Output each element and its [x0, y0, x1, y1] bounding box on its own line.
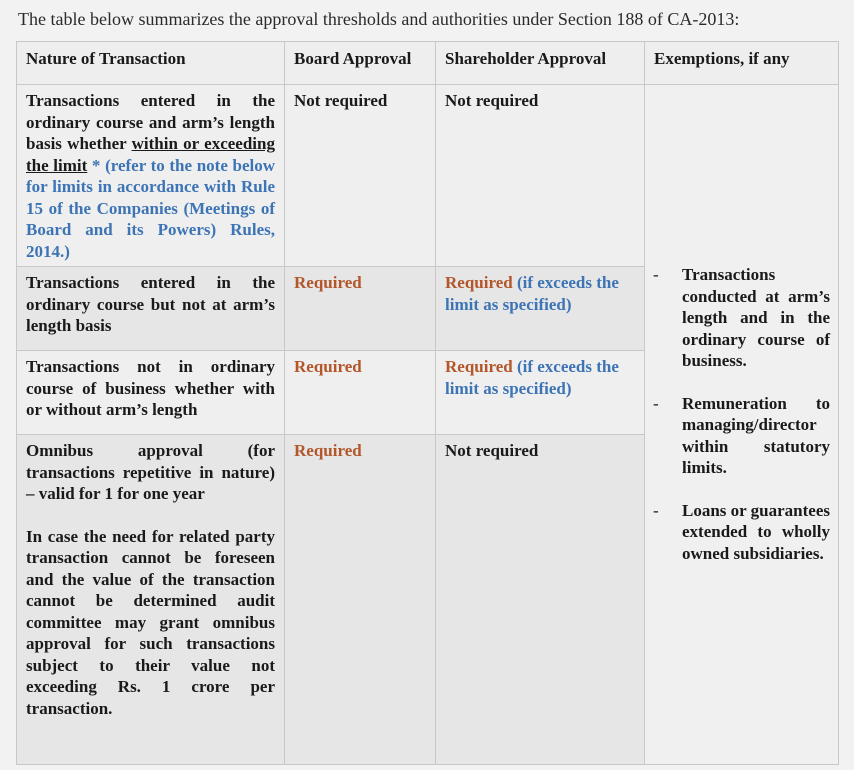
approval-table: [16, 41, 839, 765]
shareholder-value: Required: [445, 357, 513, 376]
intro-text: The table below summarizes the approval thresholds and authorities under Section 188 of CA-2013:: [18, 9, 740, 29]
shareholder-note: (if exceeds the limit as specified): [445, 357, 619, 398]
shareholder-value: Not required: [445, 91, 539, 110]
shareholder-cell: [436, 85, 645, 267]
board-cell: [285, 351, 436, 435]
nature-text: Transactions entered in the ordinary course but not at arm’s length basis: [26, 273, 275, 335]
shareholder-note: (if exceeds the limit as specified): [445, 273, 619, 314]
nature-cell: [17, 351, 285, 435]
exemption-text: Loans or guarantees extended to wholly owned subsidiaries.: [682, 500, 830, 563]
nature-cell: [17, 85, 285, 267]
exemption-text: Remuneration to managing/director within statutory limits.: [682, 393, 830, 477]
board-value: Required: [294, 273, 362, 292]
nature-text: Omnibus approval (for transactions repetitive in nature) – valid for 1 for one year: [26, 441, 275, 503]
nature-underlined-text: within or exceeding the limit: [26, 134, 275, 175]
header-exemptions: Exemptions, if any: [645, 42, 839, 85]
shareholder-cell: [436, 351, 645, 435]
exemption-item: [653, 500, 830, 565]
dash-bullet: -: [653, 265, 659, 284]
nature-note-text: * (refer to the note below for limits in accordance with Rule 15 of the Companies (Meetings of Board and its Powers) Rules, 2014.): [26, 155, 276, 261]
shareholder-value: Not required: [445, 441, 539, 460]
header-row: [17, 42, 839, 85]
board-value: Required: [294, 441, 362, 460]
nature-text: Transactions entered in the ordinary course and arm’s length basis whether: [26, 91, 275, 153]
exemptions-cell: [645, 85, 839, 765]
dash-bullet: -: [653, 393, 659, 413]
header-board: Board Approval: [285, 42, 436, 85]
shareholder-value: Required: [445, 273, 513, 292]
exemption-text: Transactions conducted at arm’s length and in the ordinary course of business.: [682, 265, 830, 370]
shareholder-cell: [436, 435, 645, 765]
board-cell: [285, 267, 436, 351]
nature-cell: [17, 435, 285, 765]
board-cell: [285, 435, 436, 765]
exemptions-list: [645, 264, 838, 564]
paragraph-spacer: [26, 505, 275, 526]
exemption-item: [653, 393, 830, 479]
board-value: Not required: [294, 91, 388, 110]
board-value: Required: [294, 357, 362, 376]
table-row: [17, 85, 839, 267]
header-nature: Nature of Transaction: [17, 42, 285, 85]
nature-text: Transactions not in ordinary course of business whether with or without arm’s length: [26, 357, 275, 419]
nature-extra-text: In case the need for related party transaction cannot be foreseen and the value of the transaction cannot be determined audit committee may grant omnibus approval for such transactions subject to their value not exceeding Rs. 1 crore per transaction.: [26, 526, 275, 718]
board-cell: [285, 85, 436, 267]
shareholder-cell: [436, 267, 645, 351]
nature-cell: [17, 267, 285, 351]
exemption-item: [653, 264, 830, 372]
dash-bullet: -: [653, 500, 659, 520]
header-shareholder: Shareholder Approval: [436, 42, 645, 85]
